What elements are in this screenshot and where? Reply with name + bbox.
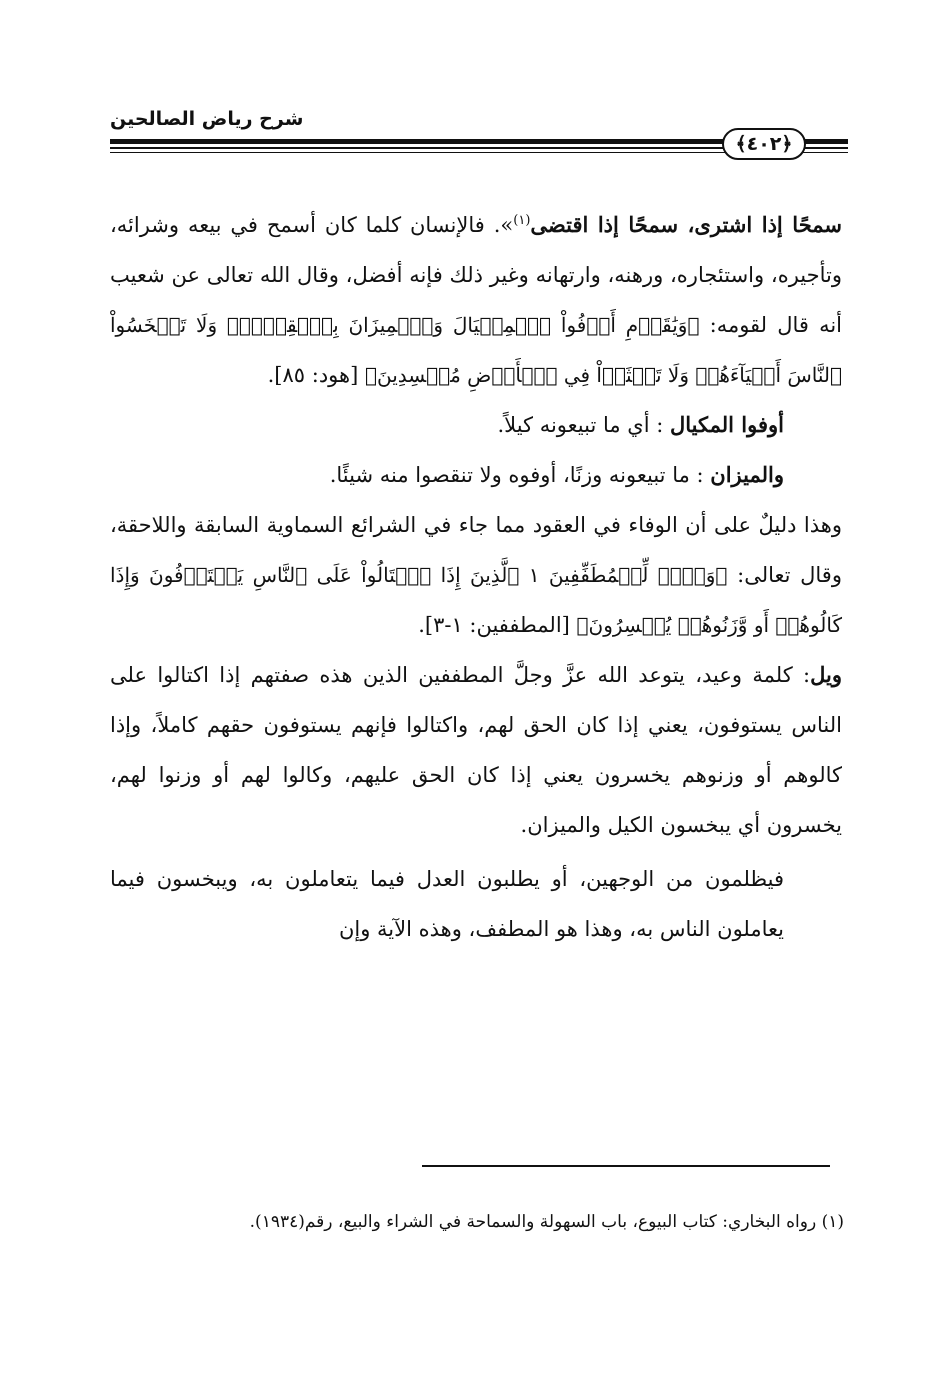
footnote-separator — [422, 1165, 830, 1167]
page-number-badge — [722, 128, 806, 160]
paragraph-1 — [110, 200, 842, 400]
footnote — [110, 1206, 844, 1238]
paragraph-1-text: ». فالإنسان كلما كان أسمح في بيعه وشرائه، وتأجيره، واستئجاره، ورهنه، وارتهانه وغير ذلك فإنه أفضل، وقال الله تعالى عن شعيب أنه قال لقومه: — [110, 213, 843, 337]
paragraph-4-text: وهذا دليلٌ على أن الوفاء في العقود مما جاء في الشرائع السماوية السابقة واللاحقة، وقال تعالى: — [110, 513, 842, 587]
term-wayl: ويل — [810, 662, 842, 687]
quran-reference-mutaffifin: [المطففين: ١-٣]. — [418, 613, 570, 637]
term-awfu-al-mikyal: أوفوا المكيال — [670, 412, 784, 437]
paragraph-2 — [110, 400, 842, 450]
hadith-quote-end: سمحًا إذا اشترى، سمحًا إذا اقتضى — [530, 212, 842, 237]
footnote-marker: (١) — [821, 1212, 844, 1232]
term-al-mizan: والميزان — [710, 462, 784, 487]
footnote-reference[interactable]: (١) — [513, 213, 531, 228]
footnote-text: رواه البخاري: كتاب البيوع، باب السهولة والسماحة في الشراء والبيع، رقم(١٩٣٤). — [249, 1212, 817, 1232]
quran-verse-hud: ﴿وَيَٰقَوۡمِ أَوۡفُواْ ٱلۡمِكۡيَالَ وَٱلۡمِيزَانَ بِٱلۡقِسۡطِۖ وَلَا تَبۡخَسُواْ ٱلنَّاسَ أَشۡيَآءَهُمۡ وَلَا تَعۡثَوۡاْ فِي ٱلۡأَرۡضِ مُفۡسِدِينَ﴾ — [110, 313, 842, 387]
page-number: ﴿٤٠٢﴾ — [735, 132, 793, 155]
running-header-title: شرح رياض الصالحين — [110, 108, 304, 130]
paragraph-6 — [110, 854, 842, 954]
paragraph-5 — [110, 650, 842, 850]
quran-reference-hud: [هود: ٨٥]. — [267, 363, 359, 387]
term-awfu-al-mikyal-definition: : أي ما تبيعونه كيلاً. — [497, 413, 664, 437]
paragraph-5-text: : كلمة وعيد، يتوعد الله عزَّ وجلَّ المطففين الذين هذه صفتهم إذا اكتالوا على الناس يستوفون، يعني إذا كان الحق لهم، واكتالوا فإنهم يستوفون حقهم كاملاً، وإذا كالوهم أو وزنوهم يخسرون يعني إذا كان الحق عليهم، وكالوا لهم أو وزنوا لهم، يخسرون أي يبخسون الكيل والميزان. — [110, 663, 842, 837]
paragraph-4 — [110, 500, 842, 650]
quran-verse-mutaffifin: ﴿وَيۡلٞ لِّلۡمُطَفِّفِينَ ١ ٱلَّذِينَ إِذَا ٱكۡتَالُواْ عَلَى ٱلنَّاسِ يَسۡتَوۡفُونَ وَإِذَا كَالُوهُمۡ أَو وَّزَنُوهُمۡ يُخۡسِرُونَ﴾ — [110, 563, 842, 637]
term-al-mizan-definition: : ما تبيعونه وزنًا، أوفوه ولا تنقصوا منه شيئًا. — [329, 463, 704, 487]
paragraph-3 — [110, 450, 842, 500]
paragraph-6-text: فيظلمون من الوجهين، أو يطلبون العدل فيما يتعاملون به، ويبخسون فيما يعاملون الناس به، وهذا هو المطفف، وهذه الآية وإن — [110, 867, 784, 941]
main-text — [110, 200, 842, 954]
